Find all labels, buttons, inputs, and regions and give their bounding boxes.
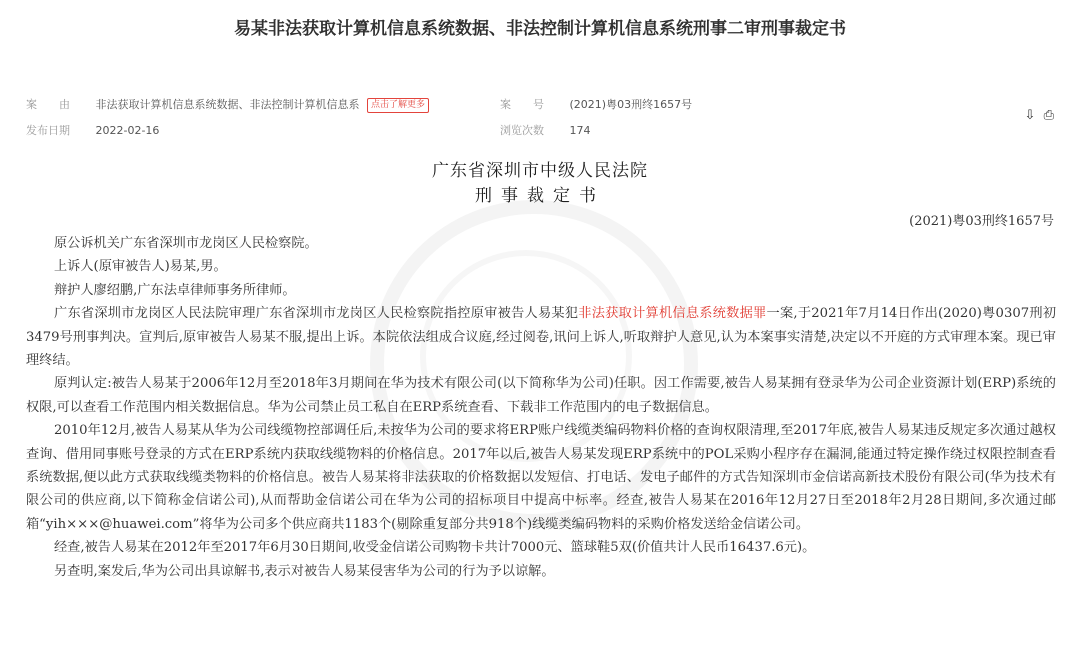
learn-more-tag[interactable]: 点击了解更多 bbox=[367, 98, 429, 113]
publish-date-row bbox=[26, 122, 159, 138]
charge-link[interactable]: 非法获取计算机信息系统数据罪 bbox=[578, 306, 767, 322]
case-number-row bbox=[500, 96, 692, 112]
views-row bbox=[500, 122, 591, 138]
paragraph-procedure bbox=[26, 302, 1056, 372]
paragraph-appellant: 上诉人(原审被告人)易某,男。 bbox=[54, 259, 227, 275]
document-body bbox=[26, 232, 1056, 583]
case-number-label: 案 号 bbox=[500, 98, 544, 111]
cause-value: 非法获取计算机信息系统数据、非法控制计算机信息系 bbox=[95, 98, 360, 111]
paragraph-facts: 2010年12月,被告人易某从华为公司线缆物控部调任后,未按华为公司的要求将ERP账户线缆类编码物料价格的查询权限清理,至2017年底,被告人易某违反规定多次通过越权查询、借用同事账号登录的方式在ERP系统内获取线缆物料的价格信息。2017年以后,被告人易某发现ERP系统中的POL采购小程序存在漏洞,能通过特定操作绕过权限控制查看系统数据,便以此方式获取线缆类物料的价格信息。被告人易某将非法获取的价格数据以发短信、打电话、发电子邮件的方式告知深圳市金信诺高新技术股份有限公司(华为技术有限公司的供应商,以下简称金信诺公司),从而帮助金信诺公司在华为公司的招标项目中提高中标率。经查,被告人易某在2016年12月27日至2018年2月28日期间,多次通过邮箱“yih×××@huawei.com”将华为公司多个供应商共1183个(剔除重复部分共918个)线缆类编码物料的采购价格发送给金信诺公司。 bbox=[26, 423, 1056, 532]
cause-row bbox=[26, 96, 429, 113]
cause-label: 案 由 bbox=[26, 98, 70, 111]
court-name: 广东省深圳市中级人民法院 bbox=[432, 161, 648, 181]
paragraph-forgiveness: 另查明,案发后,华为公司出具谅解书,表示对被告人易某侵害华为公司的行为予以谅解。 bbox=[54, 563, 555, 579]
views-value: 174 bbox=[569, 124, 591, 137]
procedure-text-b: 一案,于2021年7月14日作出(2020)粤0307刑初3479号刑事判决。宣判后,原审被告人易某不服,提出上诉。本院依法组成合议庭,经过阅卷,讯问上诉人,听取辩护人意见,认为本案事实清楚,决定以不开庭的方式审理本案。现已审理终结。 bbox=[26, 306, 1057, 369]
page-title: 易某非法获取计算机信息系统数据、非法控制计算机信息系统刑事二审刑事裁定书 bbox=[234, 19, 846, 39]
download-icon[interactable]: ⇩ bbox=[1024, 108, 1036, 123]
document-case-number: (2021)粤03刑终1657号 bbox=[909, 214, 1054, 229]
toolbar bbox=[1021, 108, 1054, 123]
paragraph-bribery: 经查,被告人易某在2012年至2017年6月30日期间,收受金信诺公司购物卡共计7000元、篮球鞋5双(价值共计人民币16437.6元)。 bbox=[54, 540, 816, 556]
print-icon[interactable]: ⎙ bbox=[1043, 108, 1054, 123]
case-number-value: (2021)粤03刑终1657号 bbox=[569, 98, 693, 111]
procedure-text-a: 广东省深圳市龙岗区人民法院审理广东省深圳市龙岗区人民检察院指控原审被告人易某犯 bbox=[54, 306, 579, 322]
paragraph-original-finding: 原判认定:被告人易某于2006年12月至2018年3月期间在华为技术有限公司(以下简称华为公司)任职。因工作需要,被告人易某拥有登录华为公司企业资源计划(ERP)系统的权限,可以查看工作范围内相关数据信息。华为公司禁止员工私自在ERP系统查看、下载非工作范围内的电子数据信息。 bbox=[26, 376, 1056, 415]
paragraph-defender: 辩护人廖绍鹏,广东法卓律师事务所律师。 bbox=[54, 282, 296, 298]
publish-date-label: 发布日期 bbox=[26, 124, 70, 137]
publish-date-value: 2022-02-16 bbox=[95, 124, 160, 137]
views-label: 浏览次数 bbox=[500, 124, 544, 137]
paragraph-prosecutor: 原公诉机关广东省深圳市龙岗区人民检察院。 bbox=[54, 236, 318, 251]
document-type: 刑事裁定书 bbox=[475, 186, 605, 206]
